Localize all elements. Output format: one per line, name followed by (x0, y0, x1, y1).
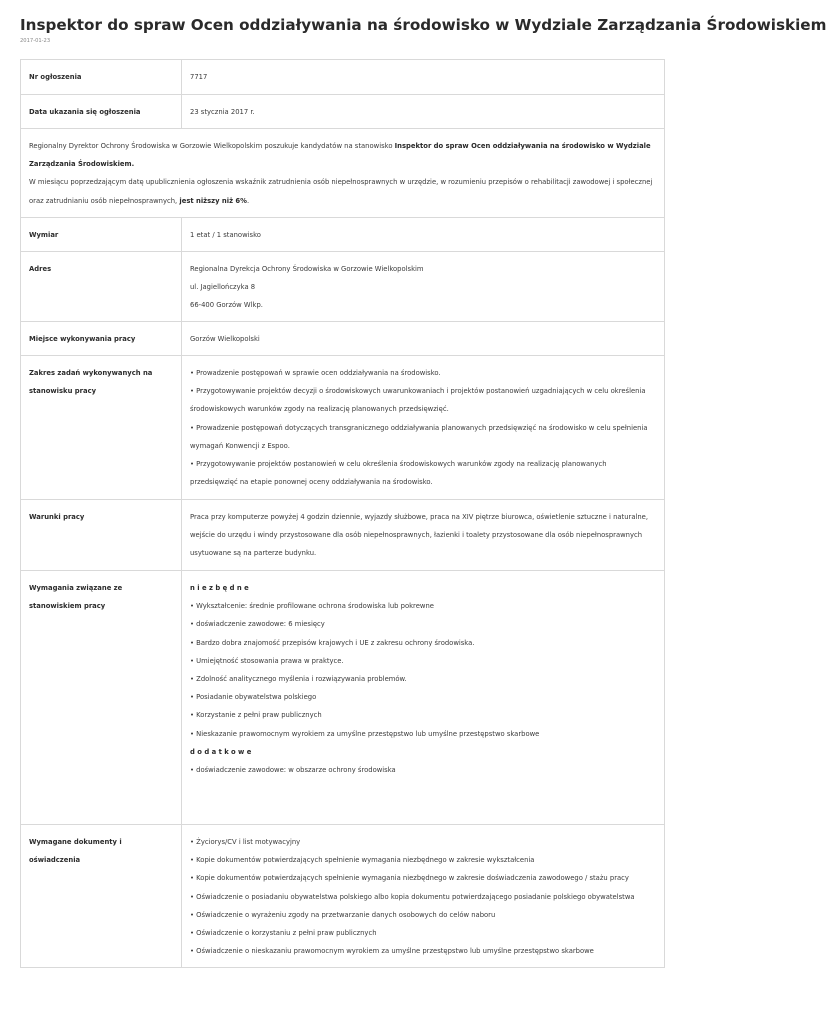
intro-text-3: . (246, 196, 250, 205)
publication-date: 2017-01-23 (20, 38, 51, 44)
row-data-ukazania (21, 95, 664, 129)
list-item: • Prowadzenie postępowań dotyczących transgranicznego oddziaływania planowanych przedsięwzięć na środowisko w celu spełnienia wymagań Konwencji z Espoo. (190, 423, 648, 450)
list-item: • Wykształcenie: średnie profilowane ochrona środowiska lub pokrewne (190, 602, 434, 611)
row-value (182, 356, 664, 499)
row-label: Wymagane dokumenty i oświadczenia (21, 825, 182, 967)
address-line: 66-400 Gorzów Wlkp. (190, 301, 263, 310)
row-nr-ogloszenia (21, 60, 664, 95)
list-item: • doświadczenie zawodowe: w obszarze ochrony środowiska (190, 766, 396, 775)
address-line: Regionalna Dyrekcja Ochrony Środowiska w Gorzowie Wielkopolskim (190, 265, 424, 273)
intro-position-name: Inspektor do spraw Ocen oddziaływania na środowisko w Wydziale Zarządzania Środowiskiem. (29, 142, 651, 169)
row-label: Nr ogłoszenia (21, 60, 182, 94)
list-item: • doświadczenie zawodowe: 6 miesięcy (190, 620, 325, 629)
row-label: Data ukazania się ogłoszenia (21, 95, 182, 128)
row-value (182, 252, 664, 321)
row-zakres-zadan (21, 356, 664, 500)
list-item: • Prowadzenie postępowań w sprawie ocen oddziaływania na środowisko. (190, 369, 441, 377)
additional-heading: dodatkowe (190, 747, 254, 756)
row-value: 1 etat / 1 stanowisko (190, 231, 261, 239)
row-miejsce (21, 322, 664, 356)
row-dokumenty (21, 825, 664, 967)
address-line: ul. Jagiellończyka 8 (190, 283, 256, 292)
row-wymagania (21, 571, 664, 825)
row-label: Miejsce wykonywania pracy (21, 322, 182, 355)
page-title: Inspektor do spraw Ocen oddziaływania na środowisko w Wydziale Zarządzania Środowiskiem (20, 16, 826, 34)
intro-paragraph-2 (29, 173, 656, 209)
row-label: Wymagania związane ze stanowiskiem pracy (21, 571, 182, 824)
row-wymiar (21, 218, 664, 252)
row-value: Gorzów Wielkopolski (190, 335, 260, 343)
list-item: • Kopie dokumentów potwierdzających spełnienie wymagania niezbędnego w zakresie wykształcenia (190, 856, 535, 865)
list-item: • Oświadczenie o wyrażeniu zgody na przetwarzanie danych osobowych do celów naboru (190, 910, 496, 919)
intro-disability-rate: jest niższy niż 6% (179, 196, 247, 205)
list-item: • Przygotowywanie projektów decyzji o środowiskowych uwarunkowaniach i projektów postanowień uzgadniających w celu określenia środowiskowych warunków zgody na realizację planowanych przedsięwzięć. (190, 387, 646, 414)
required-heading: niezbędne (190, 584, 252, 592)
list-item: • Kopie dokumentów potwierdzających spełnienie wymagania niezbędnego w zakresie doświadczenia zawodowego / stażu pracy (190, 874, 629, 883)
posting-details-table (20, 59, 665, 968)
row-value (182, 571, 664, 824)
row-value (182, 825, 664, 967)
list-item: • Korzystanie z pełni praw publicznych (190, 711, 322, 720)
list-item: • Bardzo dobra znajomość przepisów krajowych i UE z zakresu ochrony środowiska. (190, 638, 475, 647)
intro-text-2: W miesiącu poprzedzającym datę upublicznienia ogłoszenia wskaźnik zatrudnienia osób niepełnosprawnych w urzędzie, w rozumieniu przepisów o rehabilitacji zawodowej i społecznej oraz zatrudnianiu osób niepełnosprawnych, (29, 178, 653, 205)
list-item: • Umiejętność stosowania prawa w praktyce. (190, 656, 344, 665)
row-label: Adres (21, 252, 182, 321)
row-label: Zakres zadań wykonywanych na stanowisku pracy (21, 356, 182, 499)
list-item: • Oświadczenie o nieskazaniu prawomocnym wyrokiem za umyślne przestępstwo lub umyślne przestępstwo skarbowe (190, 947, 594, 956)
intro-text-1: Regionalny Dyrektor Ochrony Środowiska w Gorzowie Wielkopolskim poszukuje kandydatów na stanowisko (29, 142, 395, 150)
row-value: 23 stycznia 2017 r. (190, 108, 255, 116)
list-item: • Posiadanie obywatelstwa polskiego (190, 693, 317, 702)
row-intro (21, 129, 664, 218)
row-label: Wymiar (21, 218, 182, 251)
intro-text (21, 129, 664, 217)
intro-paragraph-1 (29, 137, 656, 173)
list-item: • Przygotowywanie projektów postanowień w celu określenia środowiskowych warunków zgody na realizację planowanych przedsięwzięć na etapie ponownej oceny oddziaływania na środowisko. (190, 460, 607, 487)
row-warunki (21, 500, 664, 571)
list-item: • Oświadczenie o korzystaniu z pełni praw publicznych (190, 929, 377, 938)
list-item: • Nieskazanie prawomocnym wyrokiem za umyślne przestępstwo lub umyślne przestępstwo skarbowe (190, 729, 540, 738)
row-label: Warunki pracy (21, 500, 182, 570)
list-item: • Zdolność analitycznego myślenia i rozwiązywania problemów. (190, 675, 407, 684)
list-item: • Oświadczenie o posiadaniu obywatelstwa polskiego albo kopia dokumentu potwierdzającego posiadanie polskiego obywatelstwa (190, 892, 635, 901)
row-value: 7717 (190, 73, 208, 81)
row-adres (21, 252, 664, 322)
list-item: • Życiorys/CV i list motywacyjny (190, 838, 301, 846)
row-value: Praca przy komputerze powyżej 4 godzin dziennie, wyjazdy służbowe, praca na XIV piętrze biurowca, oświetlenie sztuczne i naturalne, wejście do urzędu i windy przystosowane dla osób niepełnosprawnych, łazienki i toalety przystosowane dla osób niepełnosprawnych usytuowane są na parterze budynku. (190, 513, 649, 558)
